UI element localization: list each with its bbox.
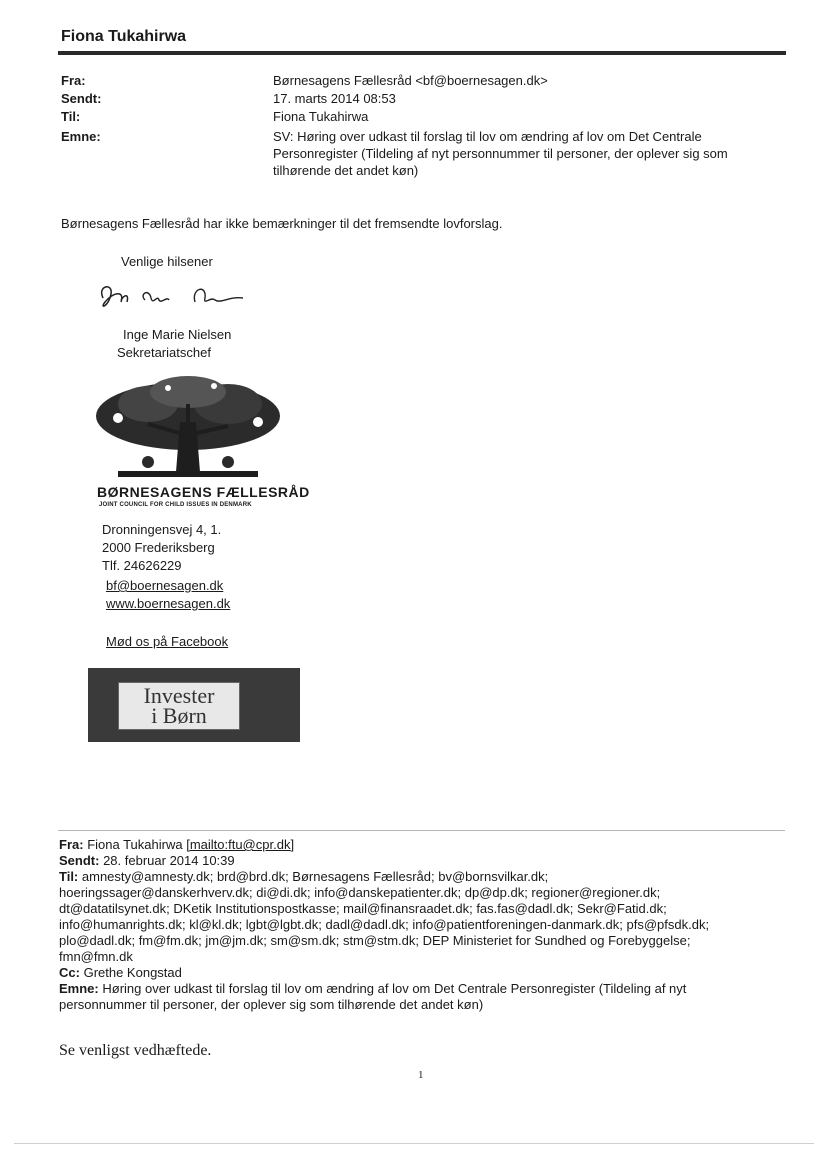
fwd-subject-label: Emne: xyxy=(59,981,99,996)
fwd-to-line5[interactable]: plo@dadl.dk; fm@fm.dk; jm@jm.dk; sm@sm.dk; stm@stm.dk; DEP Ministeriet for Sundhed og Forebyggelse; xyxy=(59,933,691,948)
header-from-value: Børnesagens Fællesråd <bf@boernesagen.dk> xyxy=(273,73,548,88)
signature-name: Inge Marie Nielsen xyxy=(123,327,232,342)
fwd-sent xyxy=(59,853,771,869)
logo-tagline: JOINT COUNCIL FOR CHILD ISSUES IN DENMARK xyxy=(99,502,252,508)
fwd-cc xyxy=(59,965,771,981)
forward-rule xyxy=(58,830,785,831)
body-text: Børnesagens Fællesråd har ikke bemærkninger til det fremsendte lovforslag. xyxy=(61,216,503,231)
fwd-from-mailto-link[interactable]: [mailto:ftu@cpr.dk] xyxy=(186,837,295,852)
fwd-from-label: Fra: xyxy=(59,837,84,852)
address-phone: Tlf. 24626229 xyxy=(102,558,182,573)
tree-logo xyxy=(88,374,288,484)
logo-org-name: BØRNESAGENS FÆLLESRÅD xyxy=(97,484,310,500)
header-to-value: Fiona Tukahirwa xyxy=(273,109,369,124)
signature-greeting: Venlige hilsener xyxy=(121,254,213,269)
address-web-link[interactable]: www.boernesagen.dk xyxy=(106,596,231,611)
header-subject-value: SV: Høring over udkast til forslag til lov om ændring af lov om Det Centrale Personregister (Tildeling af nyt personnummer til personer, der oplever sig som tilhørende det andet køn) xyxy=(273,129,728,178)
fwd-cc-label: Cc: xyxy=(59,965,80,980)
title-rule xyxy=(58,51,786,55)
fwd-to xyxy=(59,869,771,885)
invester-banner[interactable] xyxy=(88,668,300,742)
address-email-link[interactable]: bf@boernesagen.dk xyxy=(106,578,224,593)
header-subject-label: Emne: xyxy=(61,129,101,144)
fwd-sent-label: Sendt: xyxy=(59,853,100,868)
fwd-from xyxy=(59,837,771,853)
fwd-to-line3[interactable]: dt@datatilsynet.dk; DKetik Institutionspostkasse; mail@finansraadet.dk; fas.fas@dadl.dk; Sekr@Fatid.dk; xyxy=(59,901,667,916)
signature-role: Sekretariatschef xyxy=(117,345,211,360)
page-title: Fiona Tukahirwa xyxy=(61,28,187,45)
fwd-to-line4[interactable]: info@humanrights.dk; kl@kl.dk; lgbt@lgbt.dk; dadl@dadl.dk; info@patientforeningen-danmark.dk; pfs@pfsdk.dk; xyxy=(59,917,710,932)
fwd-to-line1[interactable]: amnesty@amnesty.dk; brd@brd.dk; Børnesagens Fællesråd; bv@bornsvilkar.dk; xyxy=(81,869,549,884)
fwd-to-label: Til: xyxy=(59,869,79,884)
banner-sign xyxy=(118,682,240,730)
handwritten-signature xyxy=(95,276,255,316)
facebook-link[interactable]: Mød os på Facebook xyxy=(106,634,229,649)
fwd-cc-value: Grethe Kongstad xyxy=(83,965,182,980)
header-sent-label: Sendt: xyxy=(61,91,102,106)
fwd-to-line6[interactable]: fmn@fmn.dk xyxy=(59,949,133,964)
fwd-from-name: Fiona Tukahirwa xyxy=(87,837,183,852)
closing-text: Se venligst vedhæftede. xyxy=(59,1042,212,1059)
address-city: 2000 Frederiksberg xyxy=(102,540,215,555)
banner-line2: i Børn xyxy=(151,703,207,728)
fwd-subject xyxy=(59,981,771,1013)
footer-rule xyxy=(14,1143,814,1144)
header-to-label: Til: xyxy=(61,109,81,124)
page-number: 1 xyxy=(418,1069,424,1081)
header-from-label: Fra: xyxy=(61,73,86,88)
banner-line1: Invester xyxy=(143,683,215,708)
address-street: Dronningensvej 4, 1. xyxy=(102,522,222,537)
fwd-subject-value: Høring over udkast til forslag til lov om ændring af lov om Det Centrale Personregister (Tildeling af nyt personnummer til personer, der oplever sig som tilhørende det andet køn) xyxy=(59,981,687,1012)
fwd-to-line2[interactable]: hoeringssager@danskerhverv.dk; di@di.dk; info@danskepatienter.dk; dp@dp.dk; regioner@regioner.dk; xyxy=(59,885,661,900)
fwd-sent-value: 28. februar 2014 10:39 xyxy=(103,853,235,868)
header-sent-value: 17. marts 2014 08:53 xyxy=(273,91,396,106)
